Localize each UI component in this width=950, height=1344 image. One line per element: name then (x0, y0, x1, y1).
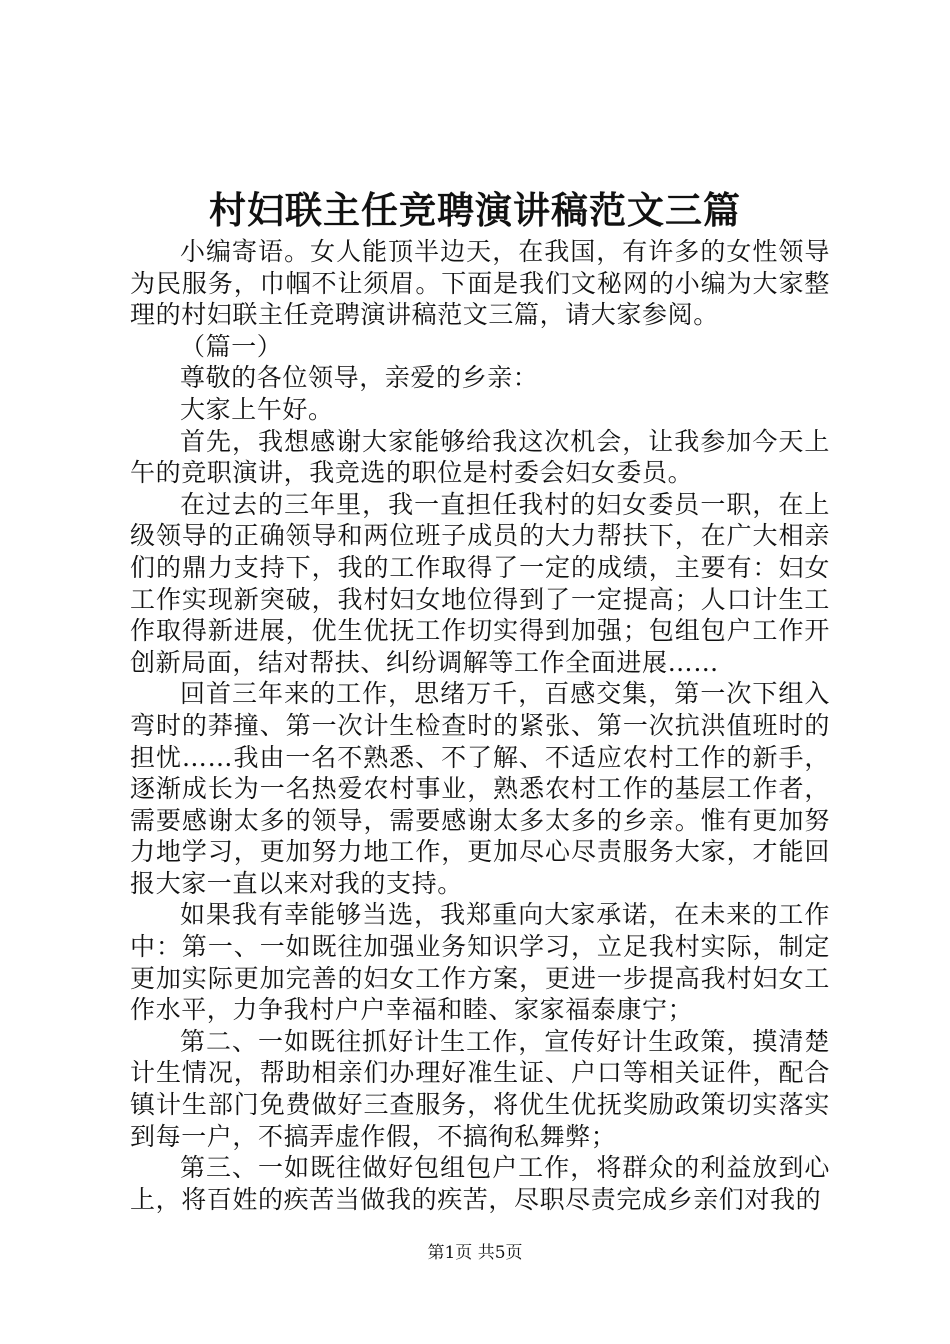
paragraph-promise-3: 第三、一如既往做好包组包户工作，将群众的利益放到心上，将百姓的疾苦当做我的疾苦，尽职尽责完成乡亲们对我的 (130, 1153, 830, 1214)
paragraph-promise-2: 第二、一如既往抓好计生工作，宣传好计生政策，摸清楚计生情况，帮助相亲们办理好准生证、户口等相关证件，配合镇计生部门免费做好三查服务，将优生优抚奖励政策切实落实到每一户，不搞弄虚作假，不搞徇私舞弊； (130, 1026, 830, 1151)
page-footer: 第1页 共5页 (427, 1243, 523, 1263)
paragraph-salutation: 尊敬的各位领导，亲爱的乡亲： (180, 363, 539, 393)
paragraph-thanks: 首先，我想感谢大家能够给我这次机会，让我参加今天上午的竞职演讲，我竞选的职位是村委会妇女委员。 (130, 426, 830, 488)
paragraph-greeting: 大家上午好。 (180, 394, 334, 424)
document-body (130, 236, 830, 1215)
paragraph-intro: 小编寄语。女人能顶半边天，在我国，有许多的女性领导为民服务，巾帼不让须眉。下面是我们文秘网的小编为大家整理的村妇联主任竞聘演讲稿范文三篇，请大家参阅。 (130, 237, 830, 330)
paragraph-promise-1: 如果我有幸能够当选，我郑重向大家承诺，在未来的工作中：第一、一如既往加强业务知识学习，立足我村实际，制定更加实际更加完善的妇女工作方案，更进一步提高我村妇女工作水平，力争我村户户幸福和睦、家家福泰康宁； (130, 900, 830, 1025)
paragraph-reflection: 回首三年来的工作，思绪万千，百感交集，第一次下组入弯时的莽撞、第一次计生检查时的紧张、第一次抗洪值班时的担忧……我由一名不熟悉、不了解、不适应农村工作的新手，逐渐成长为一名热爱农村事业，熟悉农村工作的基层工作者，需要感谢太多的领导，需要感谢太多太多的乡亲。惟有更加努力地学习，更加努力地工作，更加尽心尽责服务大家，才能回报大家一直以来对我的支持。 (130, 679, 830, 898)
paragraph-section-label: （篇一） (180, 331, 283, 361)
document-title: 村妇联主任竞聘演讲稿范文三篇 (209, 188, 741, 232)
paragraph-past-work: 在过去的三年里，我一直担任我村的妇女委员一职，在上级领导的正确领导和两位班子成员的大力帮扶下，在广大相亲们的鼎力支持下，我的工作取得了一定的成绩，主要有：妇女工作实现新突破，我村妇女地位得到了一定提高；人口计生工作取得新进展，优生优抚工作切实得到加强；包组包户工作开创新局面，结对帮扶、纠纷调解等工作全面进展…… (130, 489, 830, 677)
